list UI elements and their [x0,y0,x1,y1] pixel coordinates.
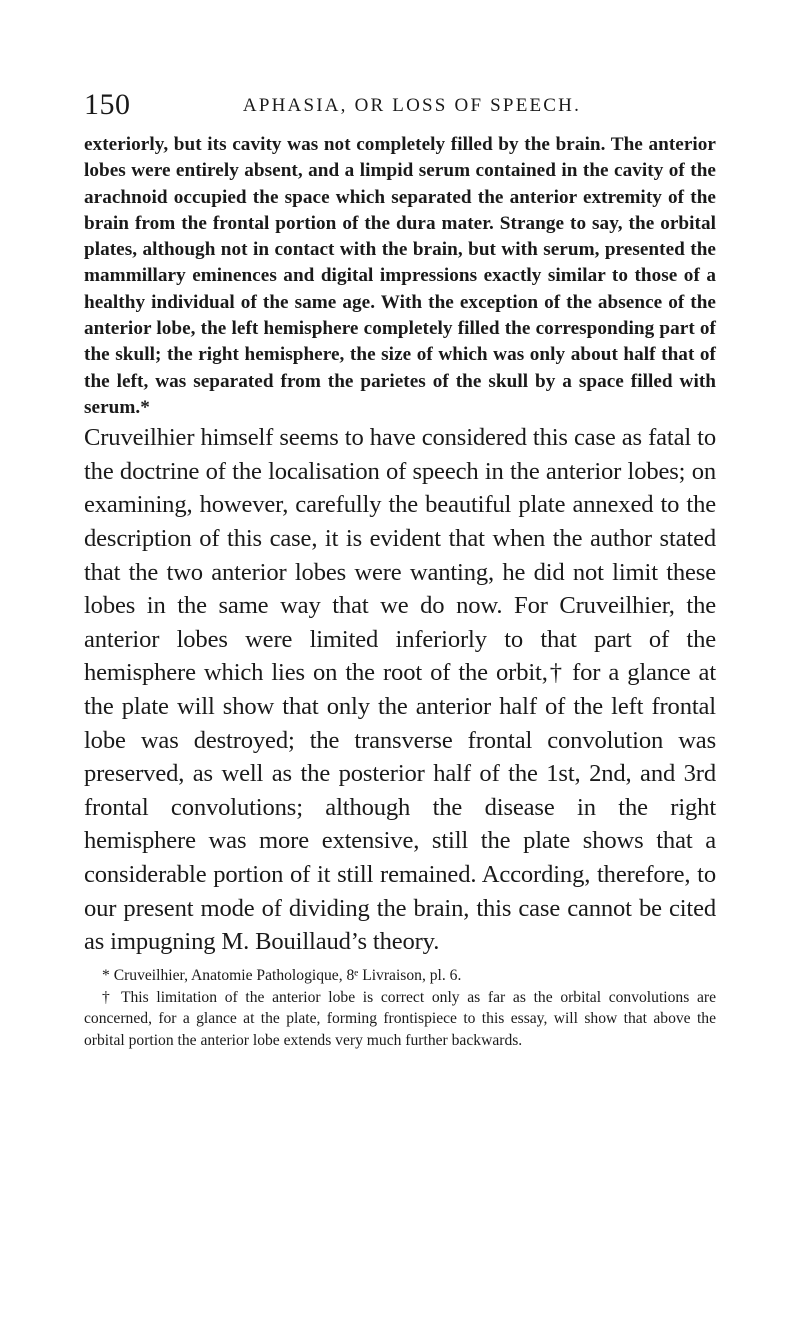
book-page [84,88,716,1052]
quoted-case-paragraph: exteriorly, but its cavity was not completely filled by the brain. The anterior lobes were entirely absent, and a limpid serum contained in the cavity of the arachnoid occupied the space which separated the anterior extremity of the brain from the frontal portion of the dura mater. Strange to say, the orbital plates, although not in contact with the brain, but with serum, presented the mammillary eminences and digital impressions exactly similar to those of a healthy individual of the same age. With the exception of the absence of the anterior lobe, the left hemisphere completely filled the corresponding part of the skull; the right hemisphere, the size of which was only about half that of the left, was separated from the parietes of the skull by a space filled with serum.* [84,134,716,418]
footnote-1: * Cruveilhier, Anatomie Pathologique, 8ᵉ Livraison, pl. 6. [102,966,462,984]
page-header [84,88,716,126]
running-head: APHASIA, OR LOSS OF SPEECH. [242,95,582,116]
footnotes [84,965,716,1052]
page-number: 150 [84,88,131,121]
footnote-2: † This limitation of the anterior lobe is correct only as far as the orbital convolutions are concerned, for a glance at the plate, forming frontispiece to this essay, will show that above the orbital portion the anterior lobe extends very much further backwards. [84,988,716,1050]
body-paragraph: Cruveilhier himself seems to have considered this case as fatal to the doctrine of the localisation of speech in the anterior lobes; on examining, however, carefully the beautiful plate annexed to the description of this case, it is evident that when the author stated that the two anterior lobes were wanting, he did not limit these lobes in the same way that we do now. For Cruveilhier, the anterior lobes were limited inferiorly to that part of the hemisphere which lies on the root of the orbit,† for a glance at the plate will show that only the anterior half of the left frontal lobe was destroyed; the transverse frontal convolution was preserved, as well as the posterior half of the 1st, 2nd, and 3rd frontal convolutions; although the disease in the right hemisphere was more extensive, still the plate shows that a considerable portion of it still remained. According, therefore, to our present mode of dividing the brain, this case cannot be cited as impugning M. Bouillaud’s theory. [84,424,716,956]
